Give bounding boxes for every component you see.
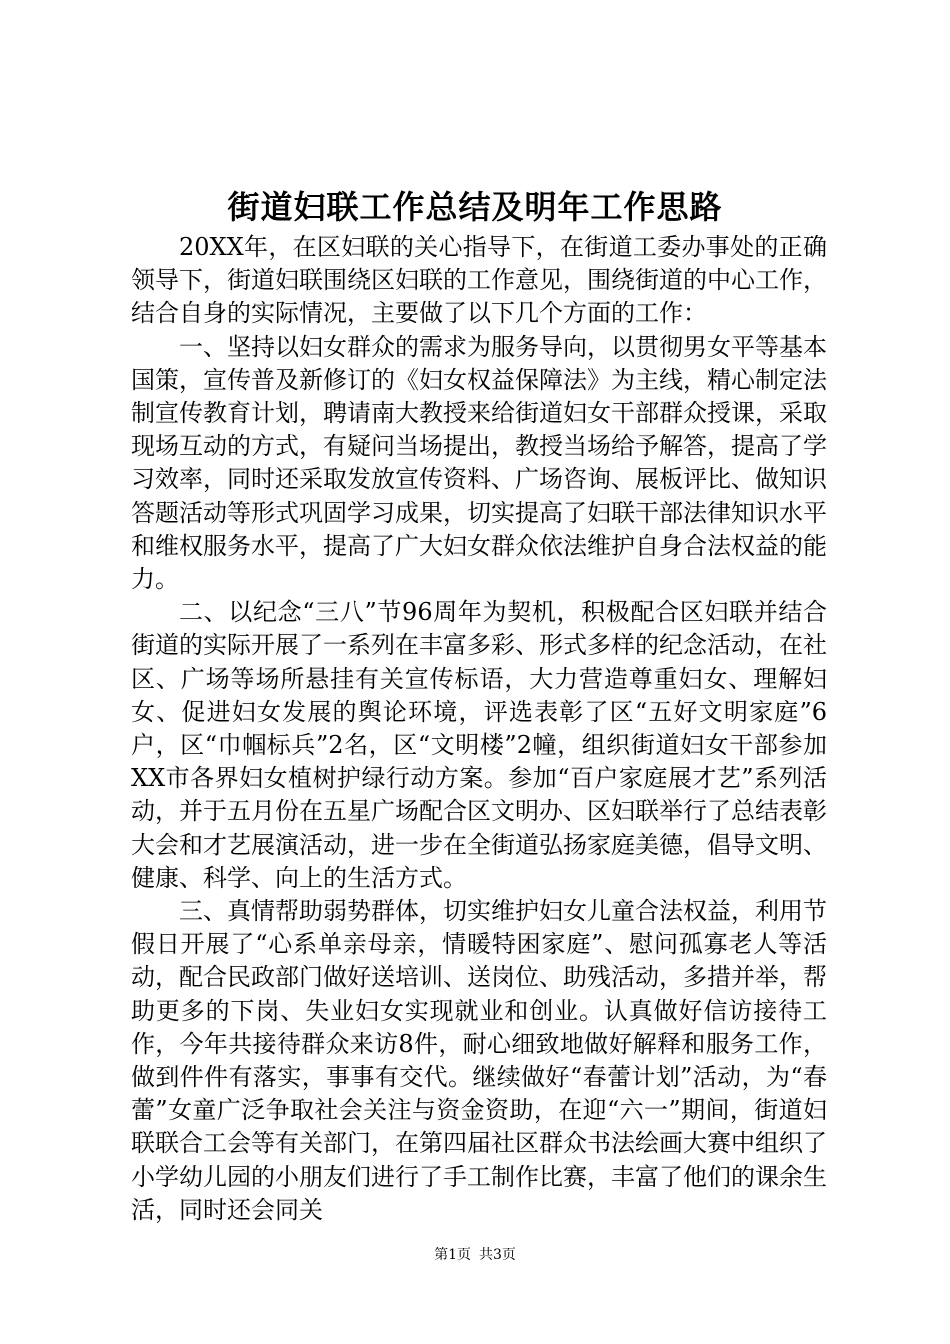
page-footer [0, 1245, 950, 1265]
paragraph-intro: 20XX年，在区妇联的关心指导下，在街道工委办事处的正确领导下，街道妇联围绕区妇联的工作意见，围绕街道的中心工作，结合自身的实际情况，主要做了以下几个方面的工作： [131, 233, 827, 328]
document-title: 街道妇联工作总结及明年工作思路 [227, 188, 723, 226]
document-body [131, 231, 827, 1227]
paragraph-two: 二、以纪念“三八”节96周年为契机，积极配合区妇联并结合街道的实际开展了一系列在丰富多彩、形式多样的纪念活动，在社区、广场等场所悬挂有关宣传标语，大力营造尊重妇女、理解妇女、促进妇女发展的舆论环境，评选表彰了区“五好文明家庭”6户，区“巾帼标兵”2名，区“文明楼”2幢，组织街道妇女干部参加XX市各界妇女植树护绿行动方案。参加“百户家庭展才艺”系列活动，并于五月份在五星广场配合区文明办、区妇联举行了总结表彰大会和才艺展演活动，进一步在全街道弘扬家庭美德，倡导文明、健康、科学、向上的生活方式。 [131, 598, 827, 892]
paragraph-one: 一、坚持以妇女群众的需求为服务导向，以贯彻男女平等基本国策，宣传普及新修订的《妇女权益保障法》为主线，精心制定法制宣传教育计划，聘请南大教授来给街道妇女干部群众授课，采取现场互动的方式，有疑问当场提出，教授当场给予解答，提高了学习效率，同时还采取发放宣传资料、广场咨询、展板评比、做知识答题活动等形式巩固学习成果，切实提高了妇联干部法律知识水平和维权服务水平，提高了广大妇女群众依法维护自身合法权益的能力。 [131, 332, 827, 594]
paragraph-three: 三、真情帮助弱势群体，切实维护妇女儿童合法权益，利用节假日开展了“心系单亲母亲，情暖特困家庭”、慰问孤寡老人等活动，配合民政部门做好送培训、送岗位、助残活动，多措并举，帮助更多的下岗、失业妇女实现就业和创业。认真做好信访接待工作，今年共接待群众来访8件，耐心细致地做好解释和服务工作，做到件件有落实，事事有交代。继续做好“春蕾计划”活动，为“春蕾”女童广泛争取社会关注与资金资助，在迎“六一”期间，街道妇联联合工会等有关部门，在第四届社区群众书法绘画大赛中组织了小学幼儿园的小朋友们进行了手工制作比赛，丰富了他们的课余生活，同时还会同关 [131, 897, 827, 1224]
page-number-current: 第1页 [434, 1247, 471, 1263]
page-number-total: 共3页 [479, 1247, 516, 1263]
